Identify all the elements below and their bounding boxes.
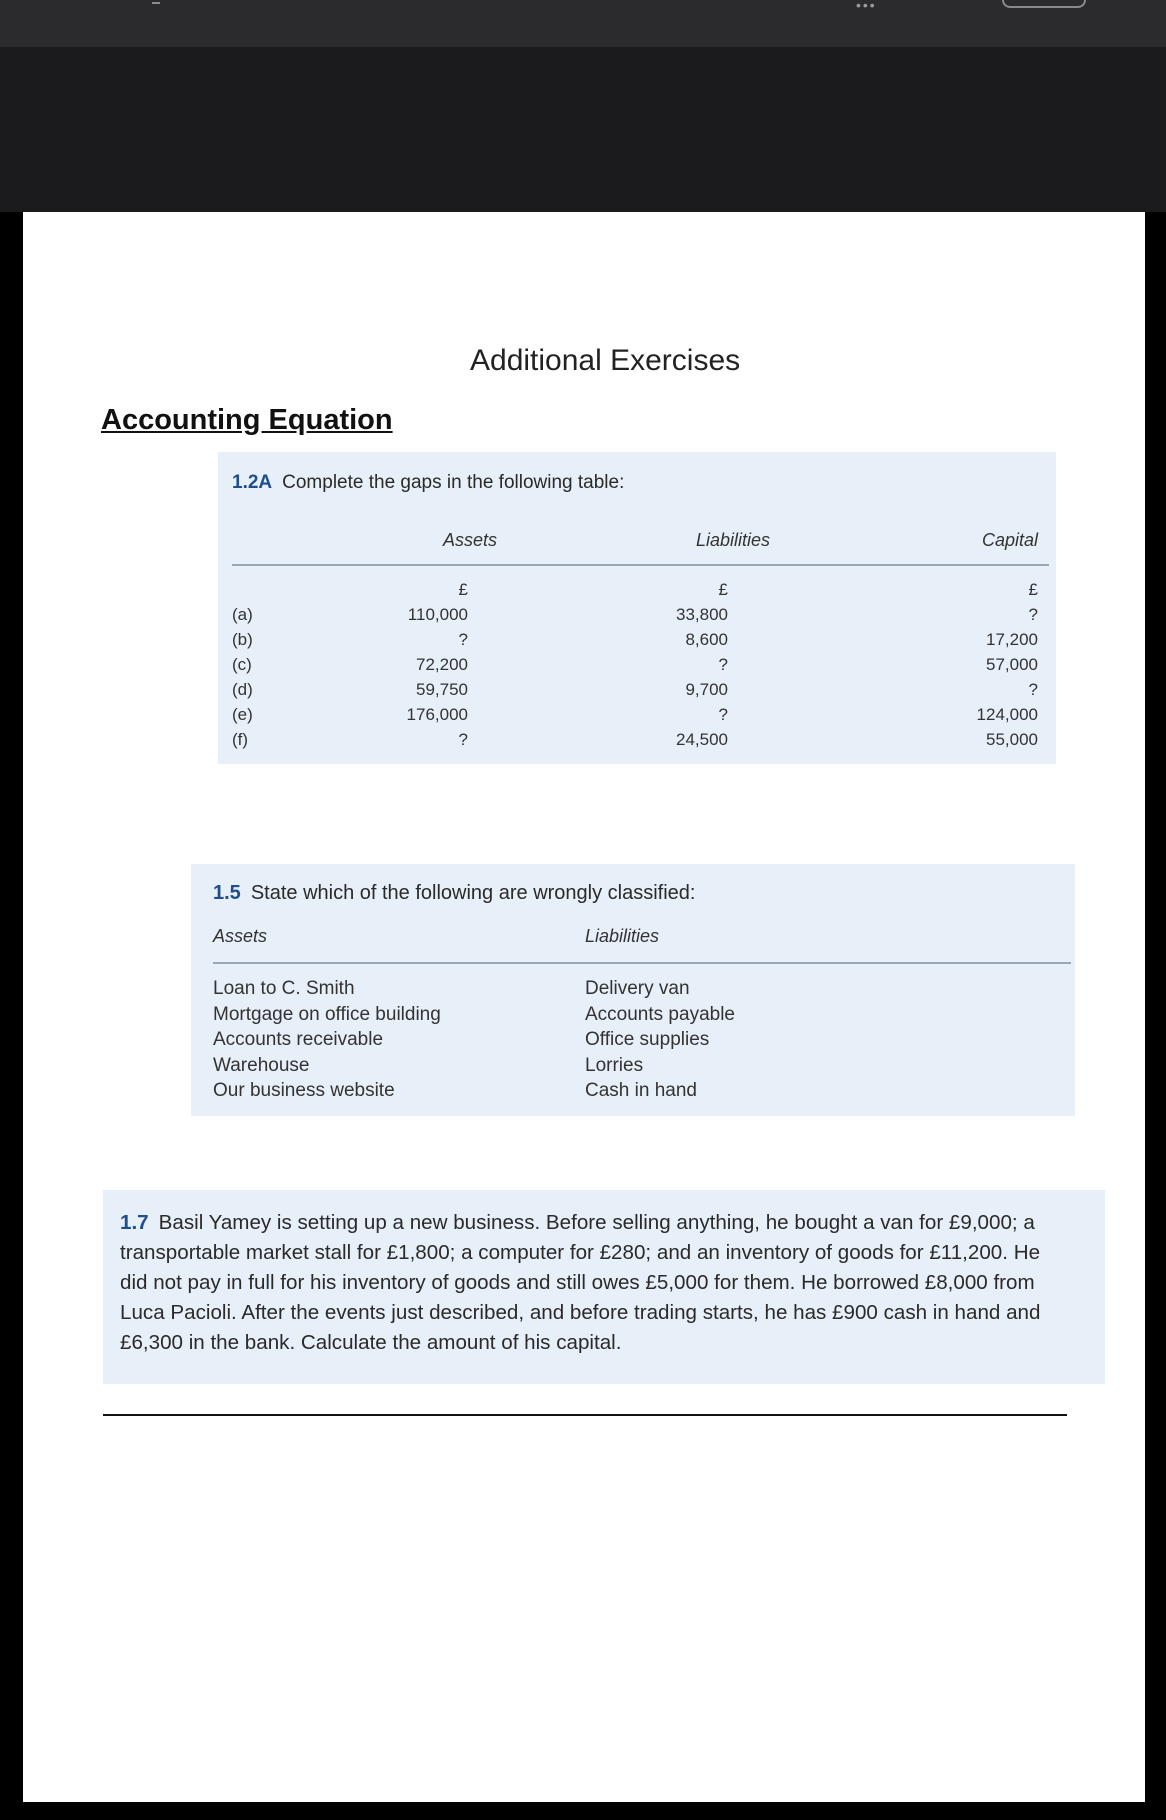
table-cell: 59,750 — [416, 680, 468, 699]
table-cell: ? — [1028, 605, 1038, 624]
list-item: Cash in hand — [585, 1080, 697, 1101]
exercise-1-2a-box — [218, 452, 1056, 764]
exercise-instruction: Complete the gaps in the following table: — [282, 472, 625, 493]
table-cell: ? — [718, 705, 728, 724]
exercise-number: 1.2A — [232, 472, 273, 493]
assets-column — [388, 577, 468, 752]
bottom-rule — [103, 1414, 1067, 1416]
list-item: Office supplies — [585, 1029, 710, 1050]
list-item: Mortgage on office building — [213, 1003, 441, 1025]
currency-symbol: £ — [458, 580, 468, 599]
list-item: Accounts payable — [585, 1003, 735, 1025]
column-header-capital: Capital — [982, 530, 1039, 550]
currency-symbol: £ — [718, 580, 728, 599]
currency-symbol: £ — [1028, 580, 1038, 599]
row-label: (b) — [232, 630, 253, 649]
status-bar — [0, 0, 1166, 47]
table-cell: 8,600 — [685, 630, 728, 649]
exercise-text: Basil Yamey is setting up a new business. Before selling anything, he bought a van for £9,000; a transportable market stall for £1,800; a computer for £280; and an inventory of goods for £11,200. He did not pay in full for his inventory of goods and still owes £5,000 for them. He borrowed £8,000 from Luca Pacioli. After the events just described, and before trading starts, he has £900 cash in hand and £6,300 in the bank. Calculate the amount of his capital. — [120, 1211, 1041, 1354]
table-cell: 176,000 — [406, 705, 468, 724]
exercise-header — [232, 472, 624, 494]
list-item: Accounts receivable — [213, 1029, 384, 1050]
list-item: Warehouse — [213, 1054, 310, 1076]
document-page — [23, 212, 1145, 1802]
battery-icon — [1002, 0, 1086, 8]
table-cell: 17,200 — [986, 630, 1038, 649]
list-item: Lorries — [585, 1054, 644, 1076]
table-cell: ? — [1028, 680, 1038, 699]
table-cell: ? — [458, 630, 468, 649]
table-cell: 72,200 — [416, 655, 468, 674]
page-title: Additional Exercises — [470, 344, 741, 377]
table-cell: 9,700 — [685, 680, 728, 699]
table-cell: ? — [458, 730, 468, 749]
exercise-paragraph — [120, 1208, 1048, 1358]
table-cell: 24,500 — [676, 730, 728, 749]
assets-list — [213, 976, 441, 1104]
table-header-rule — [232, 564, 1049, 566]
liabilities-list — [585, 976, 735, 1104]
status-glyph-icon: ⎯ — [152, 0, 161, 11]
list-item: Our business website — [213, 1080, 395, 1101]
exercise-number: 1.7 — [120, 1211, 149, 1234]
table-cell: ? — [718, 655, 728, 674]
list-item: Delivery van — [585, 978, 690, 999]
table-cell: 33,800 — [676, 605, 728, 624]
column-header-liabilities: Liabilities — [696, 530, 771, 550]
liabilities-column — [648, 577, 728, 752]
list-item: Loan to C. Smith — [213, 978, 355, 999]
exercise-instruction: State which of the following are wrongly classified: — [250, 882, 696, 904]
exercise-header — [213, 882, 695, 905]
exercise-1-7-box — [103, 1190, 1105, 1384]
assets-heading: Assets — [213, 926, 268, 946]
table-cell: 57,000 — [986, 655, 1038, 674]
row-label: (d) — [232, 680, 253, 699]
list-header-rule — [213, 962, 1071, 964]
viewer-background — [0, 47, 1166, 212]
exercise-number: 1.5 — [213, 882, 241, 904]
table-cell: 110,000 — [407, 605, 468, 624]
capital-column — [958, 577, 1038, 752]
section-heading: Accounting Equation — [101, 404, 393, 436]
row-label: (f) — [232, 730, 249, 749]
row-label: (a) — [232, 605, 253, 624]
row-label: (c) — [232, 655, 252, 674]
table-cell: 55,000 — [986, 730, 1038, 749]
row-label: (e) — [232, 705, 253, 724]
liabilities-heading: Liabilities — [585, 926, 660, 946]
column-header-assets: Assets — [443, 530, 498, 550]
exercise-1-5-box — [191, 864, 1075, 1116]
signal-dots-icon: ••• — [856, 0, 877, 13]
row-labels — [232, 602, 272, 752]
table-cell: 124,000 — [976, 705, 1038, 724]
